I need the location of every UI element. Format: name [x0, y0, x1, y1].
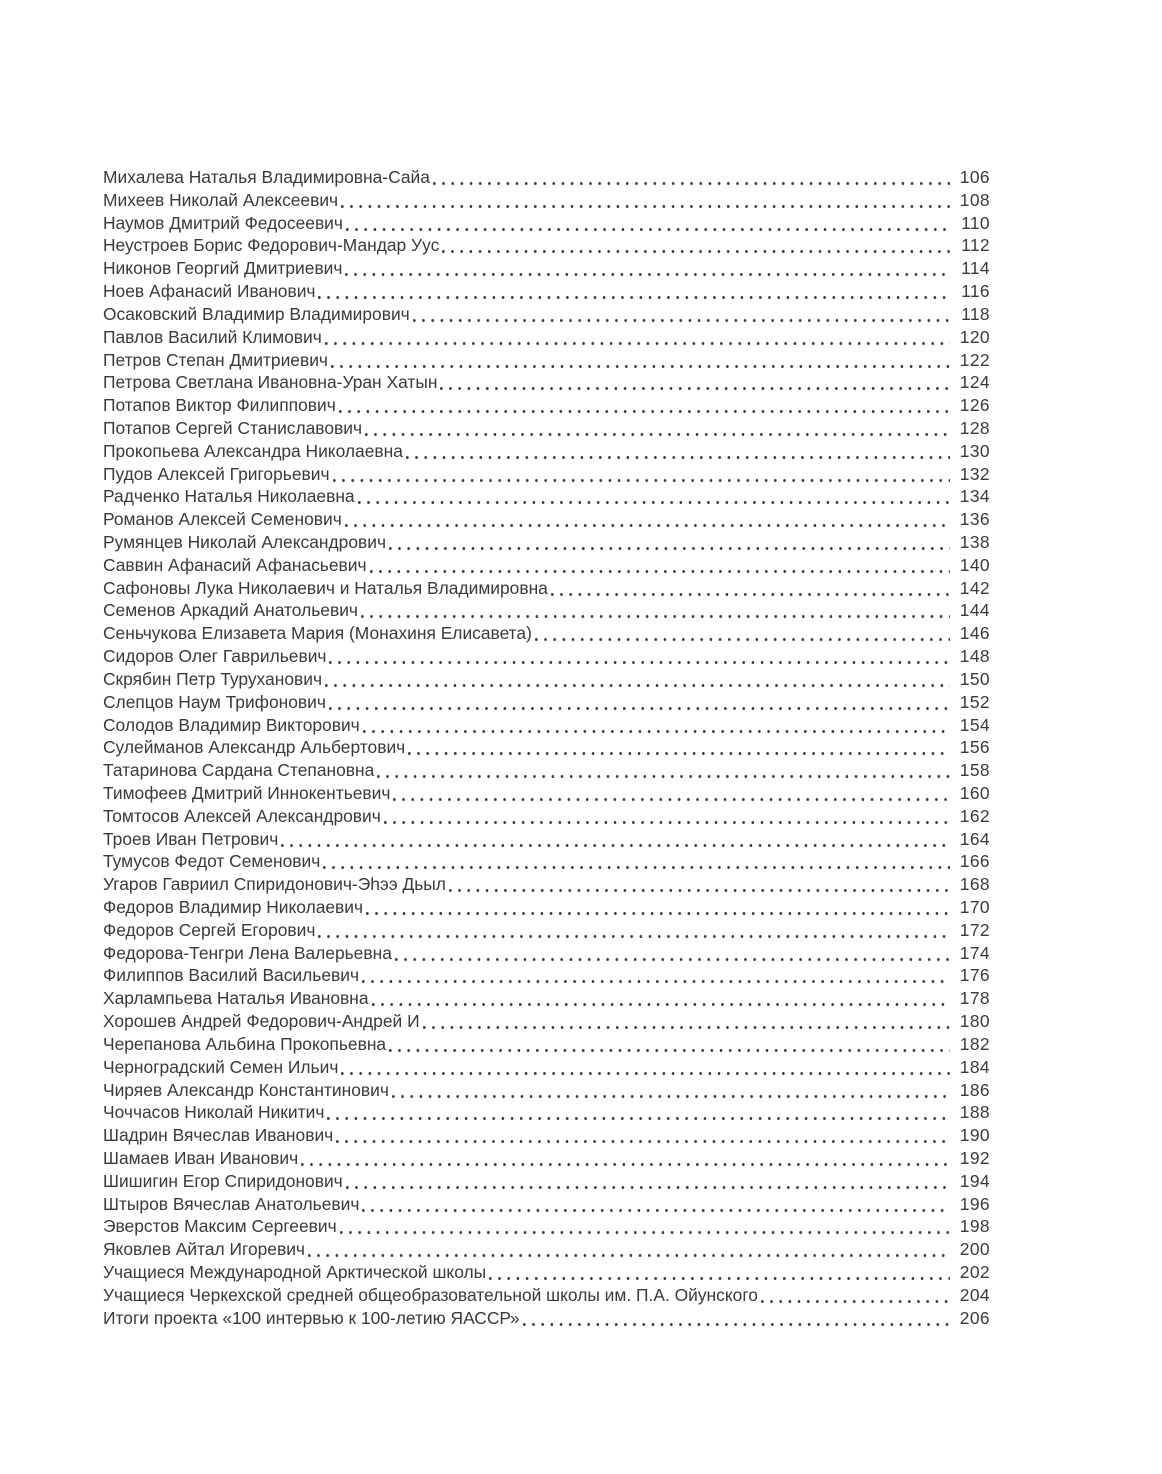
toc-entry — [103, 1170, 990, 1193]
dot-leader — [281, 828, 950, 851]
dot-leader — [362, 1193, 950, 1216]
toc-entry-title: Петрова Светлана Ивановна-Уран Хатын — [103, 372, 438, 393]
dot-leader — [345, 257, 950, 280]
toc-entry-title: Сафоновы Лука Николаевич и Наталья Владимировна — [103, 577, 548, 598]
dot-leader — [323, 850, 950, 873]
toc-entry-page: 168 — [959, 874, 990, 895]
dot-leader — [341, 189, 950, 212]
toc-entry-title: Яковлев Айтал Игоревич — [103, 1239, 305, 1260]
toc-entry-title: Филиппов Василий Васильевич — [103, 965, 360, 986]
toc-entry-title: Шадрин Вячеслав Иванович — [103, 1125, 334, 1146]
dot-leader — [327, 1101, 950, 1124]
toc-entry — [103, 303, 990, 326]
toc-entry — [103, 1215, 990, 1238]
toc-entry-title: Осаковский Владимир Владимирович — [103, 303, 410, 324]
dot-leader — [365, 417, 950, 440]
toc-entry-page: 178 — [959, 988, 990, 1009]
toc-entry-title: Чоччасов Николай Никитич — [103, 1102, 325, 1123]
toc-entry-title: Шамаев Иван Иванович — [103, 1147, 299, 1168]
toc-entry-page: 190 — [959, 1125, 990, 1146]
toc-entry — [103, 349, 990, 372]
toc-entry-page: 158 — [959, 760, 990, 781]
toc-entry — [103, 1307, 990, 1330]
toc-entry-page: 184 — [959, 1056, 990, 1077]
toc-entry-title: Учащиеся Черкехской средней общеобразовательной школы им. П.А. Ойунского — [103, 1284, 758, 1305]
toc-entry-title: Тимофеев Дмитрий Иннокентьевич — [103, 782, 391, 803]
toc-entry — [103, 1147, 990, 1170]
toc-entry-page: 142 — [959, 577, 990, 598]
toc-entry — [103, 394, 990, 417]
dot-leader — [384, 805, 950, 828]
dot-leader — [551, 577, 950, 600]
toc-entry — [103, 736, 990, 759]
toc-entry-page: 112 — [961, 235, 990, 256]
dot-leader — [301, 1147, 950, 1170]
toc-entry-page: 108 — [959, 189, 990, 210]
toc-entry-page: 166 — [959, 851, 990, 872]
toc-entry-page: 124 — [959, 372, 990, 393]
dot-leader — [408, 736, 950, 759]
dot-leader — [362, 964, 950, 987]
toc-entry-title: Семенов Аркадий Анатольевич — [103, 600, 358, 621]
toc-entry — [103, 371, 990, 394]
toc-entry-page: 198 — [959, 1216, 990, 1237]
dot-leader — [331, 349, 950, 372]
toc-entry-page: 180 — [959, 1011, 990, 1032]
dot-leader — [406, 440, 950, 463]
dot-leader — [329, 691, 950, 714]
toc-entry-title: Наумов Дмитрий Федосеевич — [103, 212, 343, 233]
toc-entry-title: Сидоров Олег Гаврильевич — [103, 646, 327, 667]
toc-entry — [103, 668, 990, 691]
dot-leader — [433, 166, 950, 189]
toc-entry-title: Солодов Владимир Викторович — [103, 714, 360, 735]
toc-entry — [103, 577, 990, 600]
dot-leader — [440, 371, 950, 394]
dot-leader — [413, 303, 950, 326]
toc-entry — [103, 850, 990, 873]
dot-leader — [345, 508, 950, 531]
toc-entry-title: Федоров Владимир Николаевич — [103, 897, 364, 917]
toc-entry-page: 188 — [959, 1102, 990, 1123]
toc-entry-page: 120 — [959, 326, 990, 347]
toc-entry-page: 116 — [961, 281, 990, 302]
toc-entry — [103, 554, 990, 577]
dot-leader — [389, 1033, 950, 1056]
toc-entry-page: 172 — [959, 919, 990, 940]
toc-entry-title: Федоров Сергей Егорович — [103, 919, 316, 940]
toc-entry-title: Петров Степан Дмитриевич — [103, 349, 328, 370]
toc-entry — [103, 485, 990, 508]
toc-entry-title: Эверстов Максим Сергеевич — [103, 1216, 337, 1237]
dot-leader — [336, 1124, 950, 1147]
toc-entry-title: Шишигин Егор Спиридонович — [103, 1170, 343, 1191]
dot-leader — [325, 668, 950, 691]
toc-entry-title: Черноградский Семен Ильич — [103, 1056, 339, 1077]
toc-entry-title: Румянцев Николай Александрович — [103, 532, 387, 552]
toc-entry-page: 134 — [959, 486, 990, 507]
toc-entry-page: 194 — [959, 1170, 990, 1191]
dot-leader — [361, 599, 950, 622]
toc-entry-title: Сеньчукова Елизавета Мария (Монахиня Елисавета) — [103, 623, 532, 644]
toc-entry-page: 154 — [959, 714, 990, 735]
toc-entry — [103, 417, 990, 440]
toc-entry-page: 186 — [959, 1079, 990, 1100]
toc-entry-page: 174 — [959, 942, 990, 963]
toc-entry-title: Слепцов Наум Трифонович — [103, 691, 326, 712]
toc-entry-title: Сулейманов Александр Альбертович — [103, 737, 406, 758]
toc-entry-title: Черепанова Альбина Прокопьевна — [103, 1033, 387, 1054]
dot-leader — [325, 326, 950, 349]
toc-entry-page: 138 — [959, 532, 990, 552]
toc-entry — [103, 1101, 990, 1124]
toc-entry — [103, 531, 990, 554]
toc-entry — [103, 896, 990, 919]
toc-entry-page: 196 — [959, 1193, 990, 1214]
toc-entry — [103, 1056, 990, 1079]
toc-entry-page: 206 — [959, 1307, 990, 1328]
toc-entry-page: 170 — [959, 897, 990, 917]
dot-leader — [372, 987, 950, 1010]
toc-entry-page: 156 — [959, 737, 990, 758]
toc-entry-page: 140 — [959, 554, 990, 575]
toc-entry-page: 126 — [959, 395, 990, 416]
dot-leader — [389, 531, 950, 554]
toc-entry — [103, 1261, 990, 1284]
toc-entry-title: Татаринова Сардана Степановна — [103, 760, 375, 781]
toc-entry-title: Павлов Василий Климович — [103, 326, 322, 347]
toc-entry — [103, 828, 990, 851]
dot-leader — [442, 234, 950, 257]
toc-entry-title: Никонов Георгий Дмитриевич — [103, 258, 343, 279]
toc-entry — [103, 622, 990, 645]
toc-entry-title: Прокопьева Александра Николаевна — [103, 440, 403, 461]
toc-entry-title: Угаров Гавриил Спиридонович-Эһээ Дьыл — [103, 874, 446, 895]
dot-leader — [761, 1284, 950, 1307]
toc-entry — [103, 166, 990, 189]
toc-entry-title: Михалева Наталья Владимировна-Сайа — [103, 167, 430, 187]
toc-entry-title: Чиряев Александр Константинович — [103, 1079, 389, 1100]
toc-entry-page: 160 — [959, 782, 990, 803]
toc-entry — [103, 189, 990, 212]
toc-entry-page: 106 — [959, 167, 990, 187]
dot-leader — [489, 1261, 950, 1284]
toc-entry-title: Потапов Виктор Филиппович — [103, 395, 336, 416]
dot-leader — [318, 280, 950, 303]
toc-entry — [103, 326, 990, 349]
toc-entry-page: 122 — [959, 349, 990, 370]
toc-entry — [103, 508, 990, 531]
toc-entry-title: Учащиеся Международной Арктической школы — [103, 1262, 487, 1282]
toc-entry — [103, 759, 990, 782]
toc-entry-title: Радченко Наталья Николаевна — [103, 486, 355, 507]
toc-entry-page: 192 — [959, 1147, 990, 1168]
dot-leader — [346, 1170, 950, 1193]
toc-entry — [103, 964, 990, 987]
dot-leader — [339, 394, 950, 417]
toc-entry — [103, 212, 990, 235]
toc-entry-title: Михеев Николай Алексеевич — [103, 189, 339, 210]
toc-entry-page: 150 — [959, 668, 990, 689]
toc-entry-page: 152 — [959, 691, 990, 712]
toc-entry — [103, 873, 990, 896]
toc-entry — [103, 987, 990, 1010]
toc-entry — [103, 1284, 990, 1307]
toc-entry-title: Саввин Афанасий Афанасьевич — [103, 554, 367, 575]
toc-entry-title: Пудов Алексей Григорьевич — [103, 463, 330, 484]
toc-entry-title: Ноев Афанасий Иванович — [103, 281, 316, 302]
toc-entry-title: Федорова-Тенгри Лена Валерьевна — [103, 942, 392, 963]
toc-entry — [103, 463, 990, 486]
toc-entry-page: 110 — [961, 212, 990, 233]
dot-leader — [423, 1010, 950, 1033]
toc-entry — [103, 440, 990, 463]
toc-entry-title: Итоги проекта «100 интервью к 100-летию ЯАССР» — [103, 1307, 520, 1328]
dot-leader — [392, 1079, 950, 1102]
toc-entry — [103, 782, 990, 805]
toc-entry — [103, 1124, 990, 1147]
dot-leader — [346, 212, 950, 235]
toc-entry — [103, 1079, 990, 1102]
toc-entry-title: Скрябин Петр Туруханович — [103, 668, 323, 689]
dot-leader — [363, 714, 950, 737]
toc-entry-page: 204 — [959, 1284, 990, 1305]
dot-leader — [393, 782, 950, 805]
dot-leader — [358, 485, 950, 508]
toc-entry-title: Романов Алексей Семенович — [103, 509, 342, 530]
toc-entry — [103, 1010, 990, 1033]
dot-leader — [341, 1056, 950, 1079]
toc-entry-title: Троев Иван Петрович — [103, 828, 279, 849]
dot-leader — [318, 919, 950, 942]
toc-entry-title: Потапов Сергей Станиславович — [103, 417, 363, 438]
toc-entry — [103, 942, 990, 965]
toc-entry — [103, 280, 990, 303]
dot-leader — [329, 645, 950, 668]
toc-entry — [103, 599, 990, 622]
toc-entry-page: 130 — [959, 440, 990, 461]
toc-entry-title: Тумусов Федот Семенович — [103, 851, 321, 872]
dot-leader — [523, 1307, 950, 1330]
toc-entry-page: 114 — [961, 258, 990, 279]
toc-entry-page: 202 — [959, 1262, 990, 1282]
dot-leader — [366, 896, 950, 919]
dot-leader — [377, 759, 950, 782]
dot-leader — [308, 1238, 950, 1261]
toc-entry — [103, 645, 990, 668]
dot-leader — [333, 463, 950, 486]
toc-entry-page: 176 — [959, 965, 990, 986]
toc-entry — [103, 257, 990, 280]
toc-entry-page: 182 — [959, 1033, 990, 1054]
toc-entry — [103, 1238, 990, 1261]
toc-entry-title: Харлампьева Наталья Ивановна — [103, 988, 369, 1009]
toc-entry — [103, 805, 990, 828]
toc-entry — [103, 714, 990, 737]
dot-leader — [535, 622, 950, 645]
toc-entry-page: 200 — [959, 1239, 990, 1260]
toc-entry-page: 146 — [959, 623, 990, 644]
dot-leader — [340, 1215, 950, 1238]
toc-entry-title: Хорошев Андрей Федорович-Андрей И — [103, 1011, 420, 1032]
toc-entry — [103, 234, 990, 257]
toc-entry-page: 118 — [961, 303, 990, 324]
toc-entry — [103, 1193, 990, 1216]
toc-entry-page: 144 — [959, 600, 990, 621]
toc-entry-title: Томтосов Алексей Александрович — [103, 805, 381, 826]
toc-list — [103, 166, 990, 1329]
toc-entry — [103, 691, 990, 714]
toc-entry-page: 162 — [959, 805, 990, 826]
toc-entry-page: 164 — [959, 828, 990, 849]
toc-entry-page: 128 — [959, 417, 990, 438]
toc-entry-page: 132 — [959, 463, 990, 484]
toc-entry — [103, 1033, 990, 1056]
dot-leader — [449, 873, 950, 896]
toc-entry-page: 148 — [959, 646, 990, 667]
dot-leader — [395, 942, 950, 965]
dot-leader — [370, 554, 950, 577]
toc-entry-page: 136 — [959, 509, 990, 530]
toc-entry — [103, 919, 990, 942]
toc-entry-title: Неустроев Борис Федорович-Мандар Уус — [103, 235, 440, 256]
toc-entry-title: Штыров Вячеслав Анатольевич — [103, 1193, 360, 1214]
